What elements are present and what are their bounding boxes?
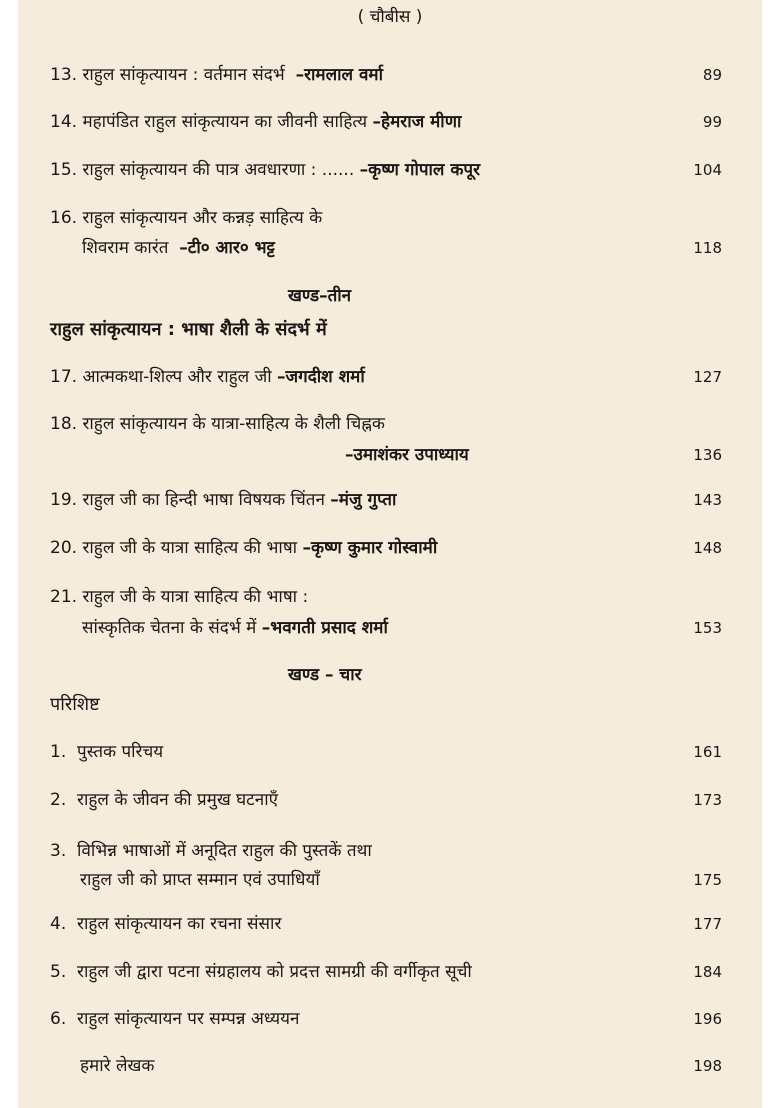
entry-title: राहुल सांकृत्यायन और कन्नड़ साहित्य के (82, 208, 323, 228)
entry-title-cont: शिवराम कारंत (82, 238, 169, 258)
entry-author: –जगदीश शर्मा (277, 367, 365, 387)
entry-title: राहुल के जीवन की प्रमुख घटनाएँ (77, 790, 278, 810)
entry-page: 177 (693, 915, 722, 933)
entry-page: 173 (693, 791, 722, 809)
entry-author: –भवगती प्रसाद शर्मा (261, 618, 388, 638)
section-label: खण्ड–तीन (288, 286, 352, 306)
page-number-label: ( चौबीस ) (357, 7, 423, 27)
entry-page: 99 (702, 113, 722, 131)
entry-title: राहुल सांकृत्यायन के यात्रा-साहित्य के शैली चिह्नक (82, 414, 385, 434)
entry-number: 18. (50, 414, 78, 434)
entry-title: राहुल सांकृत्यायन : वर्तमान संदर्भ (82, 65, 285, 85)
entry-page: 143 (693, 491, 722, 509)
entry-number: 17. (50, 367, 78, 387)
toc-entry-17 (50, 366, 365, 388)
entry-title-cont: राहुल जी को प्राप्त सम्मान एवं उपाधियाँ (80, 870, 320, 890)
toc-entry-21 (50, 586, 308, 608)
entry-page: 127 (693, 368, 722, 386)
toc-entry-20 (50, 537, 437, 559)
entry-number: 2. (50, 790, 67, 810)
entry-title: महापंडित राहुल सांकृत्यायन का जीवनी साहित्य (82, 112, 368, 132)
entry-number: 1. (50, 742, 67, 762)
entry-number: 20. (50, 538, 78, 558)
entry-number: 16. (50, 208, 78, 228)
entry-title: आत्मकथा-शिल्प और राहुल जी (82, 367, 272, 387)
appendix-entry-4 (50, 913, 281, 935)
appendix-entry-3 (50, 840, 372, 862)
entry-title: राहुल जी के यात्रा साहित्य की भाषा : (82, 587, 309, 607)
appendix-entry-2 (50, 789, 278, 811)
entry-author: –टी० आर० भट्ट (179, 238, 275, 258)
entry-author: –कृष्ण गोपाल कपूर (359, 160, 481, 180)
entry-page: 148 (693, 539, 722, 557)
entry-page: 161 (693, 743, 722, 761)
entry-page: 89 (702, 66, 722, 84)
entry-number: 5. (50, 962, 67, 982)
entry-number: 15. (50, 160, 78, 180)
entry-title: राहुल सांकृत्यायन का रचना संसार (77, 914, 282, 934)
entry-page: 104 (693, 161, 722, 179)
entry-title: राहुल सांकृत्यायन की पात्र अवधारणा : ...... (82, 160, 355, 180)
entry-title-cont: सांस्कृतिक चेतना के संदर्भ में (82, 618, 257, 638)
toc-entry-14 (50, 111, 461, 133)
entry-author: –रामलाल वर्मा (295, 65, 383, 85)
entry-page: 118 (693, 239, 722, 257)
section-heading: परिशिष्ट (50, 694, 100, 715)
entry-title: विभिन्न भाषाओं में अनूदित राहुल की पुस्तकें तथा (77, 841, 372, 861)
entry-number: 6. (50, 1009, 67, 1029)
entry-page: 136 (693, 446, 722, 464)
entry-title: पुस्तक परिचय (77, 742, 164, 762)
toc-entry-18 (50, 413, 385, 435)
entry-page: 175 (693, 871, 722, 889)
entry-page: 153 (693, 619, 722, 637)
entry-author: –उमाशंकर उपाध्याय (345, 445, 469, 465)
entry-number: 14. (50, 112, 78, 132)
appendix-entry-authors: हमारे लेखक (80, 1056, 155, 1076)
toc-entry-19 (50, 489, 396, 511)
appendix-entry-6 (50, 1008, 299, 1030)
entry-page: 184 (693, 963, 722, 981)
section-label: खण्ड – चार (288, 665, 362, 685)
entry-title: राहुल जी का हिन्दी भाषा विषयक चिंतन (82, 490, 325, 510)
toc-entry-16 (50, 207, 322, 229)
entry-number: 4. (50, 914, 67, 934)
section-heading: राहुल सांकृत्यायन : भाषा शैली के संदर्भ में (50, 319, 327, 340)
entry-author: –कृष्ण कुमार गोस्वामी (302, 538, 438, 558)
entry-title: राहुल जी द्वारा पटना संग्रहालय को प्रदत्त सामग्री की वर्गीकृत सूची (77, 962, 472, 982)
entry-number: 19. (50, 490, 78, 510)
entry-number: 3. (50, 841, 67, 861)
entry-author: –मंजु गुप्ता (330, 490, 397, 510)
toc-entry-16-line2 (82, 237, 275, 259)
entry-page: 196 (693, 1010, 722, 1028)
entry-author: –हेमराज मीणा (372, 112, 462, 132)
entry-page: 198 (693, 1057, 722, 1075)
toc-entry-13 (50, 64, 383, 86)
entry-title: राहुल सांकृत्यायन पर सम्पन्न अध्ययन (77, 1009, 300, 1029)
toc-entry-21-line2 (82, 617, 388, 639)
entry-number: 21. (50, 587, 78, 607)
entry-number: 13. (50, 65, 78, 85)
entry-title: राहुल जी के यात्रा साहित्य की भाषा (82, 538, 298, 558)
toc-entry-15 (50, 159, 480, 181)
appendix-entry-5 (50, 961, 472, 983)
appendix-entry-1 (50, 741, 163, 763)
